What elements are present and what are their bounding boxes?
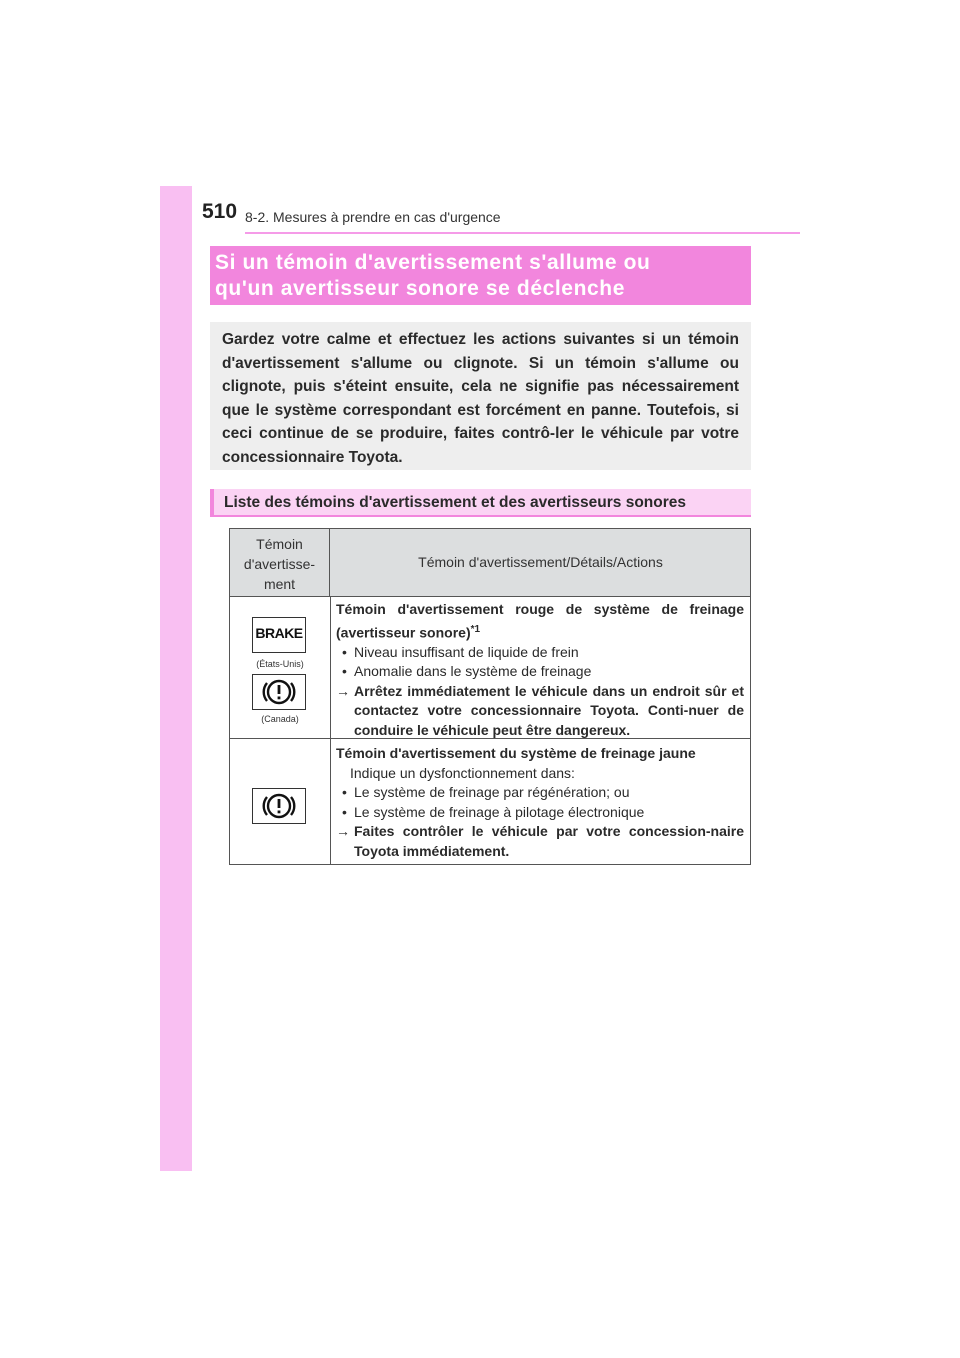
action-text: → Faites contrôler le véhicule par votre concession-naire Toyota immédiatement. — [336, 823, 744, 859]
side-strip — [160, 186, 192, 1171]
details-cell — [336, 600, 744, 740]
warning-title: Témoin d'avertissement rouge de système de freinage (avertisseur sonore)$^{*1}$ — [336, 601, 744, 641]
arrow-icon: → — [336, 682, 350, 699]
page-number: 510 — [202, 200, 238, 223]
intro-text: Gardez votre calme et effectuez les actions suivantes si un témoin d'avertissement s'allume ou clignote. Si un témoin s'allume ou clignote, puis s'éteint ensuite, cela ne signifie pas nécessairement que le système correspondant est forcément en panne. Toutefois, si ceci continue de se produire, faites contrô-ler le véhicule par votre concessionnaire Toyota. — [222, 331, 739, 466]
details-cell — [336, 744, 744, 861]
table-header-details: Témoin d'avertissement/Détails/Actions — [418, 554, 663, 570]
list-item: • Le système de freinage par régénération; ou — [342, 784, 630, 800]
subheading-bar — [210, 489, 751, 517]
indicator-cell — [230, 739, 331, 864]
intro-box — [210, 322, 751, 470]
footnote-mark: *1 — [470, 623, 481, 635]
list-item: • Le système de freinage à pilotage électronique — [342, 803, 645, 820]
title-line-1: Si un témoin d'avertissement s'allume ou — [215, 251, 651, 274]
warning-title: Témoin d'avertissement du système de freinage jaune — [336, 745, 696, 761]
brake-text-icon: BRAKE — [252, 617, 306, 653]
brake-circle-exclamation-icon — [252, 788, 306, 824]
brake-circle-exclamation-icon — [252, 674, 306, 710]
action-text: → Arrêtez immédiatement le véhicule dans un endroit sûr et contactez votre concessionnaire Toyota. Conti-nuer de conduire le véhicule peut être dangereux. — [336, 682, 744, 738]
note-text: Indique un dysfonctionnement dans: — [350, 764, 575, 781]
header-rule — [245, 232, 800, 234]
section-path: 8-2. Mesures à prendre en cas d'urgence — [245, 209, 501, 225]
list-item: • Niveau insuffisant de liquide de frein — [342, 643, 579, 660]
table-row — [230, 739, 750, 864]
region-label: (Canada) — [261, 714, 299, 724]
table-row — [230, 597, 750, 739]
subheading-rule — [210, 515, 751, 517]
indicator-cell — [230, 597, 331, 738]
subheading: Liste des témoins d'avertissement et des avertisseurs sonores — [224, 494, 686, 511]
page-title — [215, 250, 650, 302]
list-item: • Anomalie dans le système de freinage — [342, 663, 592, 680]
title-line-2: qu'un avertisseur sonore se déclenche — [215, 277, 626, 300]
table-header-row — [230, 529, 750, 597]
warning-table — [229, 528, 751, 865]
title-band — [210, 246, 751, 305]
arrow-icon: → — [336, 823, 350, 839]
region-label: (États-Unis) — [256, 659, 304, 669]
table-header-indicator: Témoin d'avertisse- ment — [230, 529, 330, 596]
